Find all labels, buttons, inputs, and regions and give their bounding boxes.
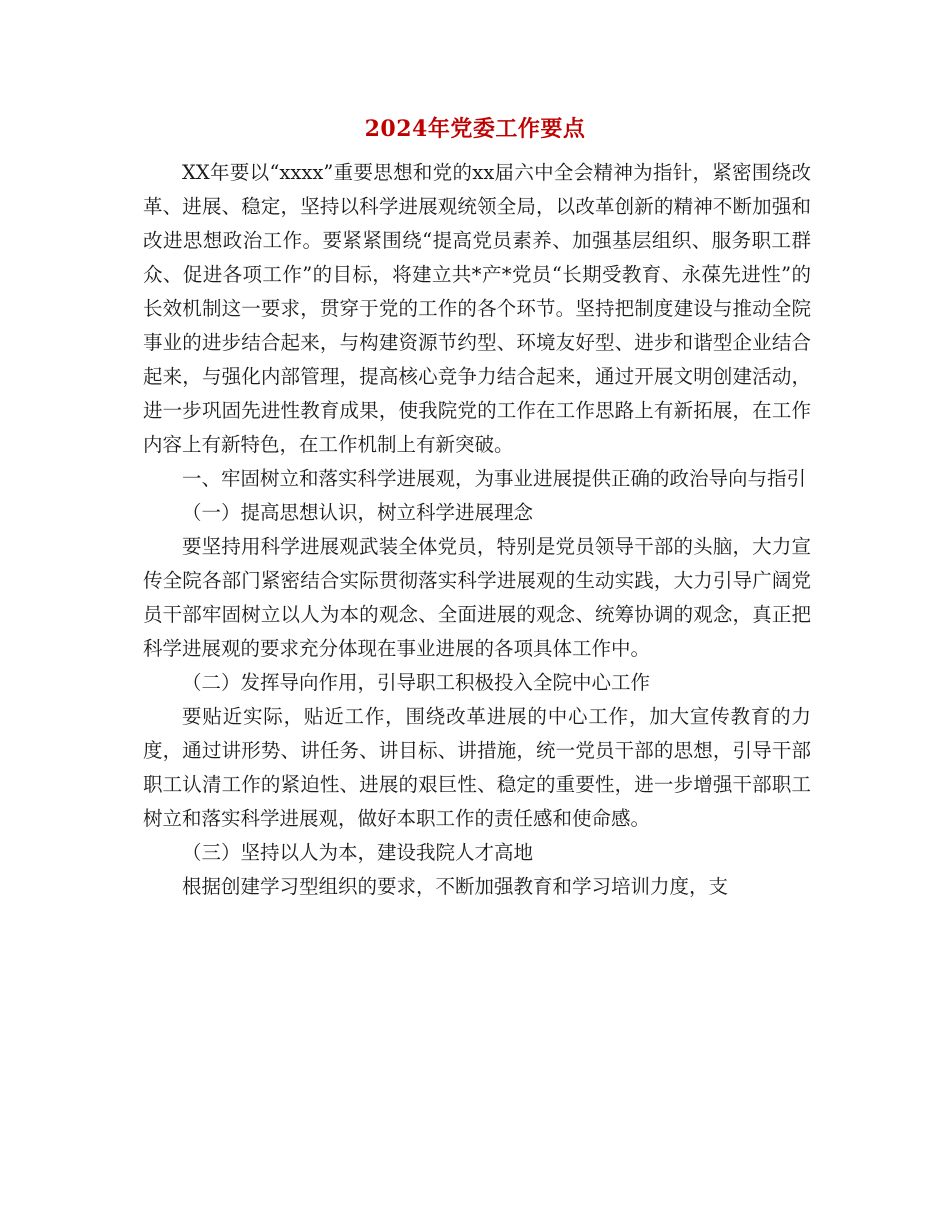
body-paragraph-2: 要贴近实际，贴近工作，围绕改革进展的中心工作，加大宣传教育的力度，通过讲形势、讲任务、讲目标、讲措施，统一党员干部的思想，引导干部职工认清工作的紧迫性、进展的艰巨性、稳定的重要性，进一步增强干部职工树立和落实科学进展观，做好本职工作的责任感和使命感。 xyxy=(143,705,811,830)
subsection-heading-3: （三）坚持以人为本，建设我院人才高地 xyxy=(182,841,534,864)
subsection-heading-2: （二）发挥导向作用，引导职工积极投入全院中心工作 xyxy=(182,671,651,694)
intro-paragraph: XX年要以“xxxx”重要思想和党的xx届六中全会精神为指针，紧密围绕改革、进展、稳定，坚持以科学进展观统领全局，以改革创新的精神不断加强和改进思想政治工作。要紧紧围绕“提高党员素养、加强基层组织、服务职工群众、促进各项工作”的目标，将建立共*产*党员“长期受教育、永葆先进性”的长效机制这一要求，贯穿于党的工作的各个环节。坚持把制度建设与推动全院事业的进步结合起来，与构建资源节约型、环境友好型、进步和谐型企业结合起来，与强化内部管理，提高核心竞争力结合起来，通过开展文明创建活动，进一步巩固先进性教育成果，使我院党的工作在工作思路上有新拓展，在工作内容上有新特色，在工作机制上有新突破。 xyxy=(143,161,811,456)
section-heading-1: 一、牢固树立和落实科学进展观，为事业进展提供正确的政治导向与指引 xyxy=(182,467,807,490)
subsection-heading-1: （一）提高思想认识，树立科学进展理念 xyxy=(182,501,534,524)
body-paragraph-1: 要坚持用科学进展观武装全体党员，特别是党员领导干部的头脑，大力宣传全院各部门紧密结合实际贯彻落实科学进展观的生动实践，大力引导广阔党员干部牢固树立以人为本的观念、全面进展的观念、统筹协调的观念，真正把科学进展观的要求充分体现在事业进展的各项具体工作中。 xyxy=(143,535,811,660)
document-body xyxy=(143,156,811,904)
body-paragraph-3: 根据创建学习型组织的要求，不断加强教育和学习培训力度，支 xyxy=(182,875,729,898)
document-title: 2024年党委工作要点 xyxy=(364,116,586,142)
